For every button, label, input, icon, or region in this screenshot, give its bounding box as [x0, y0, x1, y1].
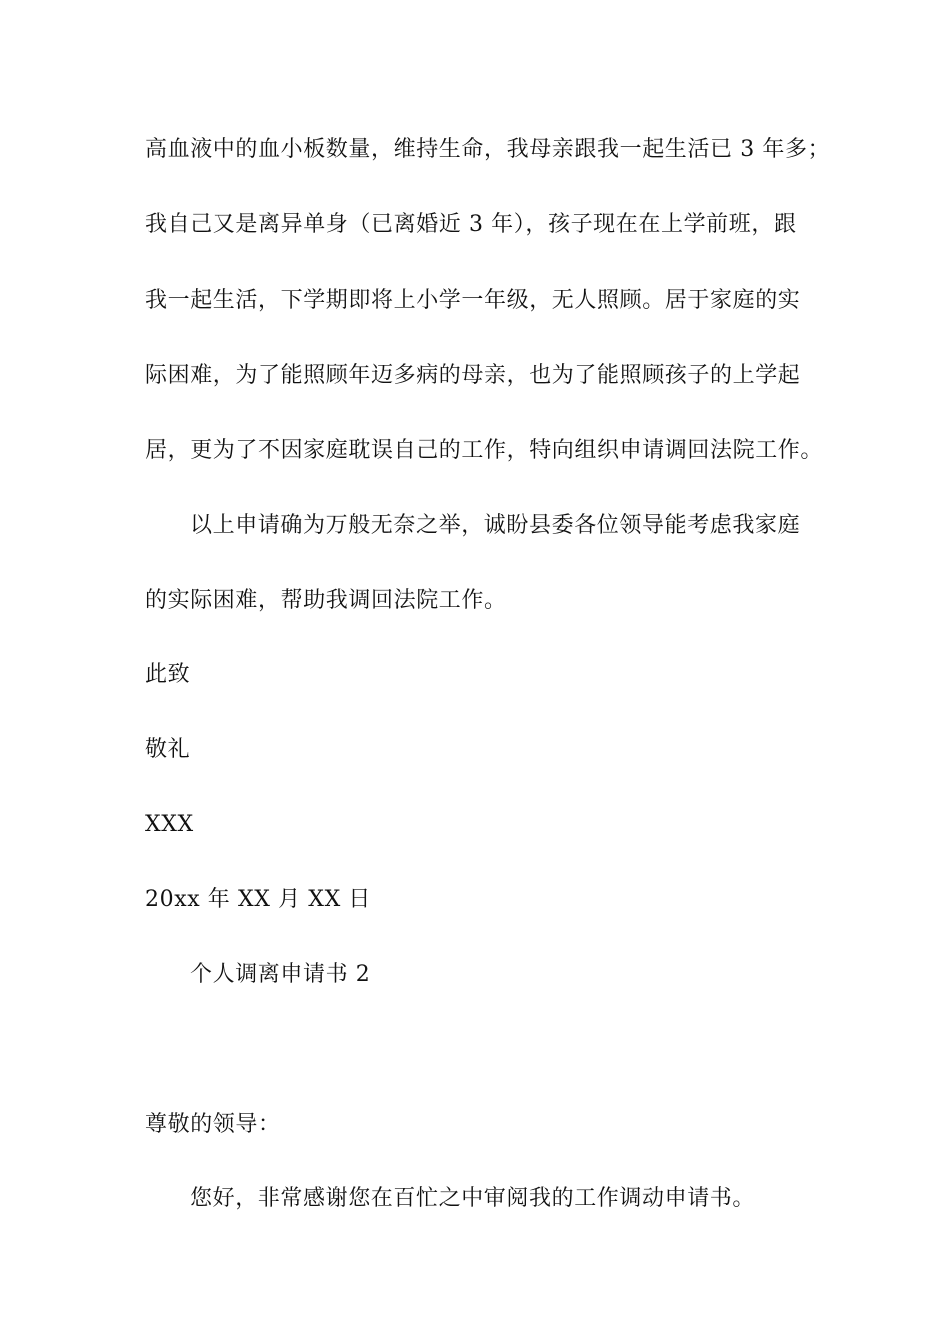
closing-para-line-1: 以上申请确为万般无奈之举，诚盼县委各位领导能考虑我家庭 — [190, 513, 801, 538]
closing-para-line-2: 的实际困难，帮助我调回法院工作。 — [145, 588, 507, 613]
greeting: 尊敬的领导： — [145, 1112, 281, 1137]
section-title: 个人调离申请书 2 — [190, 962, 371, 987]
opening-line: 您好，非常感谢您在百忙之中审阅我的工作调动申请书。 — [190, 1186, 756, 1211]
signature: XXX — [145, 812, 194, 837]
body-line-3: 我一起生活，下学期即将上小学一年级，无人照顾。居于家庭的实 — [145, 288, 801, 313]
body-line-2: 我自己又是离异单身（已离婚近 3 年），孩子现在在上学前班，跟 — [145, 212, 797, 237]
body-line-5: 居，更为了不因家庭耽误自己的工作，特向组织申请调回法院工作。 — [145, 438, 824, 463]
date-line: 20xx 年 XX 月 XX 日 — [145, 887, 372, 912]
regards: 敬礼 — [145, 737, 191, 762]
salutation-close: 此致 — [145, 662, 191, 687]
body-line-4: 际困难，为了能照顾年迈多病的母亲，也为了能照顾孩子的上学起 — [145, 363, 801, 388]
body-line-1: 高血液中的血小板数量，维持生命，我母亲跟我一起生活已 3 年多； — [145, 137, 831, 162]
